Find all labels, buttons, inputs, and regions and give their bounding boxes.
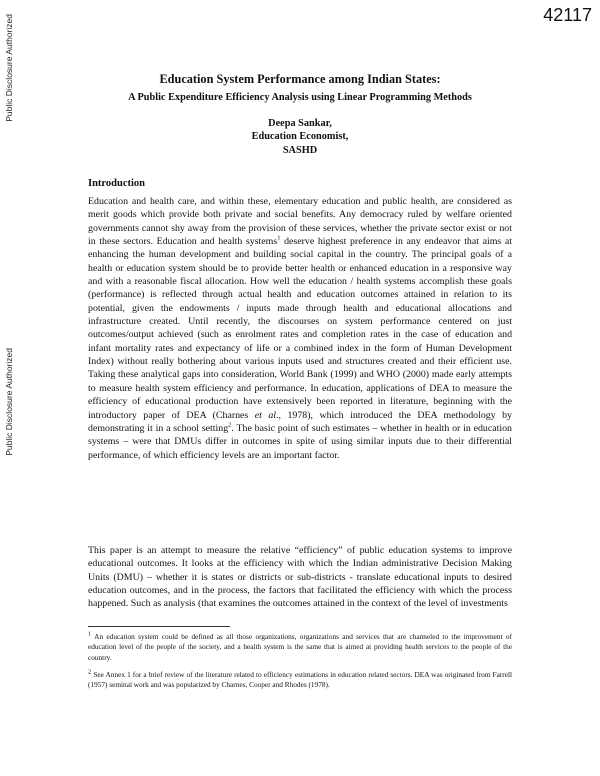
- paper-subtitle: A Public Expenditure Efficiency Analysis using Linear Programming Methods: [128, 92, 472, 103]
- paper-title: Education System Performance among Indian States:: [159, 72, 441, 86]
- paragraph-1-part-b: deserve highest preference in any endeavor that aims at enhancing the human development and building social capital in the country. The principal goals of a health or education system should be to provide better health or enhanced education in a responsive way and with a reasonable fiscal allocation. How well the education / health systems accomplish these goals (performance) is reflected through actual health and education outcomes attained in relation to its potential, given the endowments / inputs made through health and educational allocations and infrastructure created. Until recently, the discourses on system performance centered on just outcomes/output achieved (such as enrolment rates and completion rates in the case of education and infant mortality rates and expectancy of life or a combined index in the form of Human Development Index) without really bothering about various inputs used and structures created and their efficient use. Taking these analytical gaps into consideration, World Bank (1999) and WHO (2000) made early attempts to measure health system efficiency and performance. In education, applications of DEA to measure the efficiency of educational production have extensively been reported in literature, beginning with the introductory paper of DEA (Charnes: [88, 236, 512, 421]
- author-role: Education Economist,: [251, 131, 349, 142]
- author-unit: SASHD: [282, 145, 318, 156]
- footnote-1: [88, 632, 512, 663]
- footnote-1-text: An education system could be defined as all those organizations, organizations and services that are channeled to the improvement of education level of the people of the society, and a health system is the same that is aimed at providing health services to the people of the country.: [88, 632, 512, 662]
- paragraph-1: [88, 195, 512, 462]
- footnote-ref-1: 1: [277, 234, 281, 242]
- disclosure-stamp-middle: Public Disclosure Authorized: [4, 348, 14, 456]
- paragraph-1-part-a: Education and health care, and within these, elementary education and public health, are considered as merit goods which provide both private and social benefits. Any democracy ruled by welfare oriented governments cannot shy away from the provision of these services, whether the private sector exist or not in these sectors. Education and health systems: [88, 196, 512, 248]
- report-number: 42117: [543, 5, 592, 25]
- disclosure-stamp-top: Public Disclosure Authorized: [4, 14, 14, 122]
- footnote-separator: [88, 626, 230, 627]
- footnote-mark-2: 2: [88, 668, 92, 676]
- footnote-2-text: See Annex 1 for a brief review of the literature related to efficiency estimations in education related sectors. DEA was originated from Farrell (1957) seminal work and was popularized by Charnes, Cooper and Rhodes (1978).: [88, 670, 512, 690]
- section-heading-introduction: Introduction: [88, 178, 145, 189]
- paragraph-1-part-c: ., 1978), which introduced the DEA methodology by demonstrating it in a school setting: [88, 409, 513, 434]
- paragraph-1-part-d: . The basic point of such estimates – whether in health or in education systems – were that DMUs differ in outcomes in spite of using similar inputs due to their differential performance, of which efficiency levels are an important factor.: [88, 422, 512, 461]
- footnote-mark-1: 1: [88, 630, 92, 638]
- paragraph-2: This paper is an attempt to measure the relative “efficiency” of public education systems to improve educational outcomes. It looks at the efficiency with which the Indian administrative Decision Making Units (DMU) – whether it is states or districts or sub-districts - translate educational inputs to desired education outcomes, and in the process, the factors that facilitated the efficiency with which the process happened. Such as analysis (that examines the outcomes attained in the context of the level of investments: [88, 545, 512, 610]
- et-al-italic: et al: [254, 409, 277, 421]
- author-name: Deepa Sankar,: [268, 118, 332, 129]
- footnote-2: [88, 670, 512, 691]
- footnote-ref-2: 2: [228, 421, 232, 429]
